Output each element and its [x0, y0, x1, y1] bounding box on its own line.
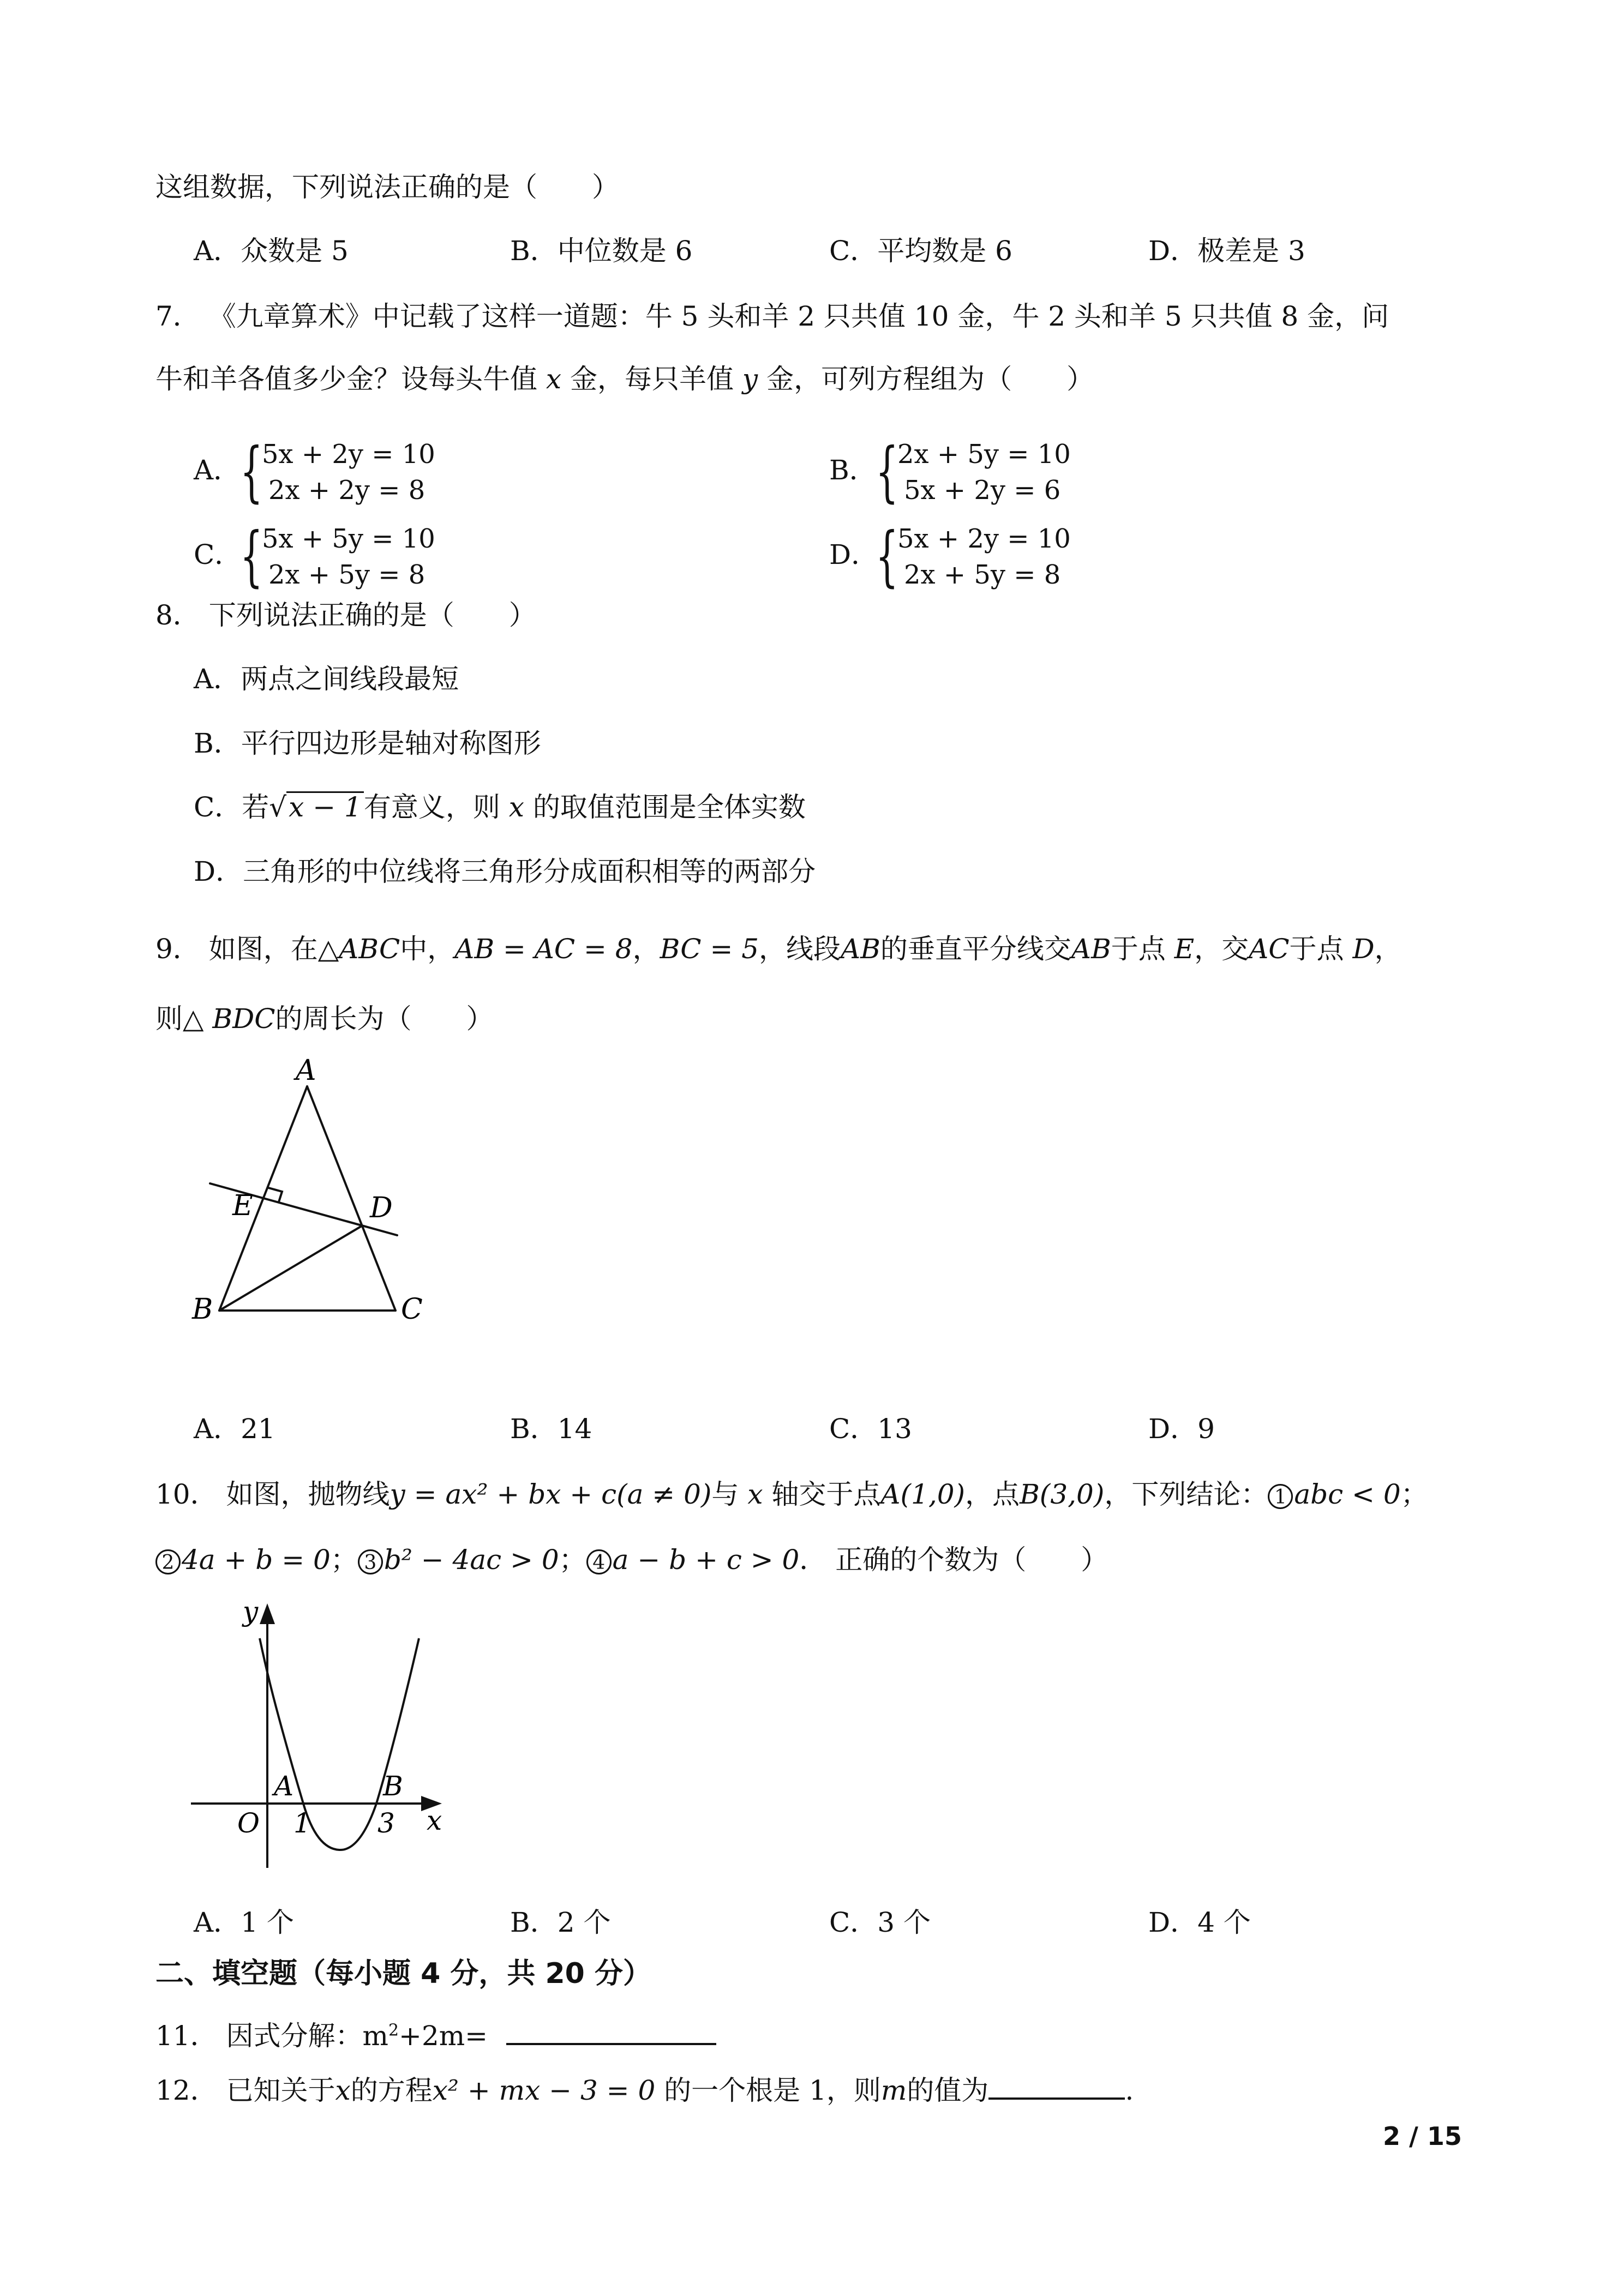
brace-icon: { [240, 434, 263, 510]
q7-option-c[interactable] [194, 521, 630, 597]
separator: ； [559, 1544, 586, 1576]
conclusion-2: 4a + b = 0 [182, 1544, 331, 1576]
q8-stem [155, 599, 536, 632]
option-text: 极差是 3 [1197, 235, 1305, 267]
q12-text: 已知关于 [226, 2075, 335, 2106]
q10-stem-text: ，下列结论： [1104, 1478, 1268, 1510]
conclusion-1: abc < 0 [1294, 1478, 1401, 1510]
tick-label-1: 1 [293, 1807, 311, 1839]
q11-text: 因式分解：m [226, 2020, 388, 2052]
var-x: x [546, 363, 562, 395]
option-text: 9 [1197, 1413, 1215, 1445]
q9-stem-text: 的周长为（ ） [275, 1003, 494, 1035]
option-label: D． [1148, 235, 1198, 267]
question-number: 10． [155, 1478, 218, 1510]
q10-stem-text: 轴交于点 [771, 1478, 881, 1510]
option-label: B． [194, 728, 241, 759]
option-text: 平均数是 6 [877, 235, 1012, 267]
equation-2: 2x + 5y = 8 [904, 560, 1061, 590]
condition-ab-ac: AB = AC = 8 [454, 933, 633, 965]
q10-stem-text: ，点 [965, 1478, 1020, 1510]
segment-ac: AC [1249, 933, 1290, 965]
label-b: B [192, 1293, 213, 1326]
label-c: C [401, 1293, 423, 1326]
q7-stem-text: 金，可列方程组为（ ） [766, 363, 1094, 395]
label-b: B [383, 1770, 403, 1802]
equation-1: 5x + 2y = 10 [897, 524, 1071, 554]
var-x: x [335, 2075, 351, 2106]
q10-option-c[interactable] [829, 1906, 931, 1939]
q10-stem-text: 如图，抛物线 [226, 1478, 390, 1510]
q10-stem-text: 与 [711, 1478, 739, 1510]
label-d: D [370, 1192, 393, 1224]
label-x: x [427, 1805, 442, 1836]
circled-number-icon: 2 [155, 1549, 181, 1574]
q8-stem-text: 下列说法正确的是（ ） [208, 599, 536, 631]
equation-2: 2x + 2y = 8 [268, 475, 426, 506]
q10-parabola-figure [180, 1592, 486, 1887]
parabola-equation: y = ax² + bx + c(a ≠ 0) [389, 1478, 712, 1510]
equation-2: 5x + 2y = 6 [904, 475, 1061, 506]
exponent: 2 [388, 2021, 399, 2040]
option-text: 若 [242, 791, 269, 823]
circled-number-icon: 1 [1268, 1484, 1293, 1509]
option-text: 平行四边形是轴对称图形 [241, 728, 541, 759]
q9-triangle-figure [180, 1053, 426, 1391]
q7-stem-line1 [155, 300, 1389, 333]
q10-option-b[interactable] [510, 1906, 610, 1939]
conclusion-4: a − b + c > 0 [612, 1544, 800, 1576]
q9-stem-text: 于点 [1289, 933, 1344, 965]
option-label: C． [829, 235, 878, 267]
var-x: x [508, 791, 524, 823]
parabola-curve [260, 1638, 419, 1850]
condition-bc: BC = 5 [660, 933, 759, 965]
segment-ab: AB [841, 933, 880, 965]
option-text: 2 个 [557, 1907, 611, 1938]
circled-number-icon: 4 [586, 1549, 612, 1574]
q12-text: 的一个根是 1，则 [664, 2075, 881, 2106]
segment-bd [219, 1226, 362, 1311]
var-y: y [742, 363, 758, 395]
option-label: B． [510, 1413, 558, 1445]
label-a: A [274, 1770, 294, 1802]
q9-stem-text: 如图，在△ [208, 933, 339, 965]
q8-option-a[interactable] [194, 663, 459, 695]
q8-option-d[interactable] [194, 855, 816, 888]
radicand: x − 1 [286, 791, 364, 821]
option-label: D． [1148, 1907, 1198, 1938]
q9-option-a[interactable] [194, 1413, 275, 1445]
option-label: A． [194, 1413, 241, 1445]
q8-option-c[interactable] [194, 791, 806, 824]
equation-2: 2x + 5y = 8 [268, 560, 426, 590]
q10-stem-text: 正确的个数为（ ） [835, 1544, 1108, 1576]
question-number: 8． [155, 599, 200, 631]
q7-option-b[interactable] [829, 436, 1266, 513]
option-label: C． [829, 1907, 878, 1938]
q12 [155, 2072, 1134, 2107]
var-m: m [880, 2075, 907, 2106]
separator: ； [1400, 1478, 1428, 1510]
circled-number-icon: 3 [358, 1549, 383, 1574]
option-label: B． [829, 454, 877, 486]
q7-stem-text: 《九章算术》中记载了这样一道题：牛 5 头和羊 2 只共值 10 金，牛 2 头和羊 5 只共值 8 金，问 [208, 300, 1389, 332]
label-e: E [232, 1189, 253, 1222]
q10-option-a[interactable] [194, 1906, 294, 1939]
q9-stem-text: 于点 [1111, 933, 1166, 965]
option-label: D． [1148, 1413, 1198, 1445]
question-number: 9． [155, 933, 200, 965]
q12-answer-blank[interactable] [988, 2072, 1125, 2100]
brace-icon: { [240, 519, 263, 594]
q6-option-c[interactable] [829, 235, 1012, 267]
q9-stem-text: ，交 [1194, 933, 1249, 965]
option-label: B． [510, 235, 558, 267]
option-label: C． [194, 791, 242, 823]
option-text: 中位数是 6 [557, 235, 693, 267]
q9-stem-line1 [155, 933, 1402, 965]
var-x: x [747, 1478, 763, 1510]
q12-text: . [1125, 2075, 1134, 2106]
equation-1: 5x + 2y = 10 [262, 439, 435, 470]
brace-icon: { [876, 519, 898, 594]
question-number: 11． [155, 2020, 218, 2052]
q11 [155, 2018, 716, 2052]
q10-stem-line2 [155, 1543, 1108, 1576]
point-d: D [1352, 933, 1375, 965]
tick-label-3: 3 [377, 1807, 395, 1839]
separator: ． [799, 1544, 827, 1576]
option-label: A． [194, 1907, 241, 1938]
option-text: 1 个 [241, 1907, 294, 1938]
label-origin: O [237, 1807, 260, 1839]
q7-stem-line2 [155, 363, 1094, 395]
q7-option-a[interactable] [194, 436, 630, 513]
q9-stem-text: 则△ [155, 1003, 204, 1035]
brace-icon: { [876, 434, 898, 510]
option-text: 的取值范围是全体实数 [532, 791, 806, 823]
q6-stem-continued: 这组数据，下列说法正确的是（ ） [155, 171, 619, 203]
q9-stem-text: 的垂直平分线交 [880, 933, 1071, 965]
label-a: A [296, 1054, 316, 1087]
q6-option-d[interactable] [1148, 235, 1305, 267]
q7-stem-text: 金，每只羊值 [570, 363, 734, 395]
option-text: 3 个 [877, 1907, 931, 1938]
option-text: 14 [557, 1413, 592, 1445]
q11-text: +2m= [399, 2020, 488, 2052]
point-a: A(1,0) [880, 1478, 966, 1510]
q8-option-b[interactable] [194, 727, 541, 760]
equation-1: 2x + 5y = 10 [897, 439, 1071, 470]
option-label: C． [194, 539, 242, 570]
q9-option-d[interactable] [1148, 1413, 1215, 1445]
q9-stem-text: ，线段 [759, 933, 841, 965]
triangle-bdc: BDC [212, 1003, 275, 1035]
q12-text: 的值为 [907, 2075, 989, 2106]
q9-option-b[interactable] [510, 1413, 592, 1445]
option-text: 三角形的中位线将三角形分成面积相等的两部分 [243, 856, 816, 887]
y-axis-arrow-icon [260, 1603, 275, 1624]
question-number: 7． [155, 300, 200, 332]
option-label: D． [194, 856, 243, 887]
equation-1: 5x + 5y = 10 [262, 524, 435, 554]
q9-stem-text: 中， [400, 933, 455, 965]
option-text: 4 个 [1197, 1907, 1251, 1938]
label-y: y [243, 1596, 259, 1627]
q6-option-a[interactable] [194, 235, 349, 267]
option-label: A． [194, 235, 241, 267]
question-number: 12． [155, 2075, 218, 2106]
q7-stem-text: 牛和羊各值多少金？设每头牛值 [155, 363, 537, 395]
triangle-abc: ABC [339, 933, 400, 965]
q10-option-d[interactable] [1148, 1906, 1251, 1939]
separator: ； [330, 1544, 358, 1576]
q11-answer-blank[interactable] [506, 2018, 716, 2045]
option-text: 21 [241, 1413, 275, 1445]
point-b: B(3,0) [1020, 1478, 1105, 1510]
q9-stem-line2 [155, 1002, 493, 1035]
q12-text: 的方程 [350, 2075, 433, 2106]
section-heading: 二、填空题（每小题 4 分，共 20 分） [155, 1957, 651, 1990]
q9-stem-text: ， [1374, 933, 1402, 965]
option-label: C． [829, 1413, 878, 1445]
option-label: B． [510, 1907, 558, 1938]
q6-option-b[interactable] [510, 235, 692, 267]
point-e: E [1174, 933, 1195, 965]
option-text: 有意义，则 [363, 791, 500, 823]
segment-ab: AB [1071, 933, 1111, 965]
sqrt-sign-icon: √ [269, 791, 287, 823]
q10-stem-line1 [155, 1478, 1428, 1511]
conclusion-3: b² − 4ac > 0 [383, 1544, 559, 1576]
option-label: A． [194, 454, 241, 486]
separator: ， [632, 933, 660, 965]
page-number: 2 / 15 [1383, 2121, 1462, 2151]
option-text: 两点之间线段最短 [241, 663, 459, 695]
q7-option-d[interactable] [829, 521, 1266, 597]
option-text: 13 [877, 1413, 912, 1445]
equation: x² + mx − 3 = 0 [432, 2075, 656, 2106]
option-text: 众数是 5 [241, 235, 349, 267]
q9-option-c[interactable] [829, 1413, 912, 1445]
option-label: D． [829, 539, 879, 570]
option-label: A． [194, 663, 241, 695]
